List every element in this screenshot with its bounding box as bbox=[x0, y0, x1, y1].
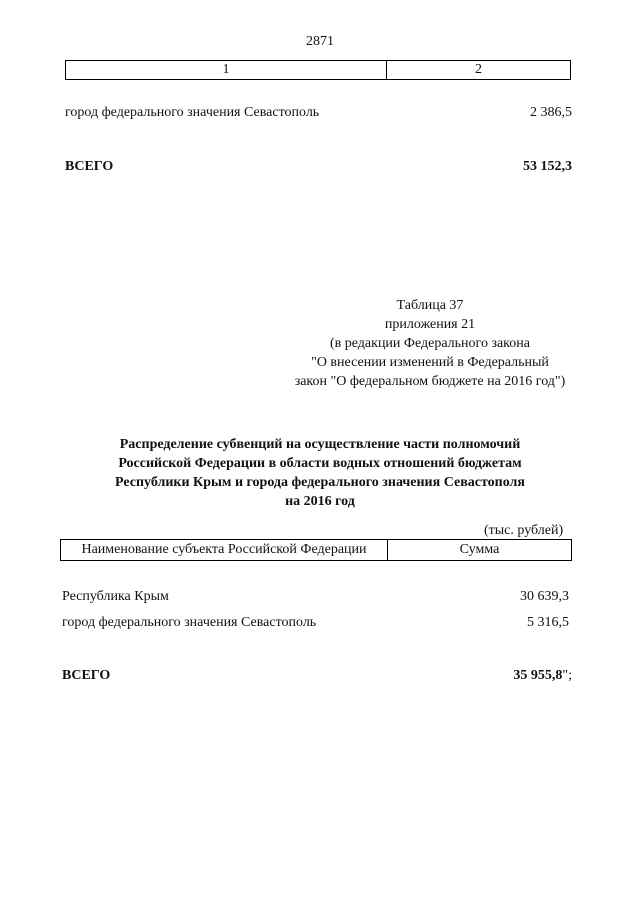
header-amount: Сумма bbox=[459, 542, 500, 557]
row-name: город федерального значения Севастополь bbox=[65, 105, 320, 120]
total-value: 53 152,3 bbox=[523, 159, 572, 174]
heading-line: Распределение субвенций на осуществление части полномочий bbox=[119, 437, 521, 452]
caption-line: закон "О федеральном бюджете на 2016 год") bbox=[294, 374, 566, 389]
table-header bbox=[60, 539, 572, 561]
heading-line: Республики Крым и города федерального значения Севастополя bbox=[115, 475, 525, 490]
column-number-header bbox=[65, 60, 571, 80]
caption-line: приложения 21 bbox=[384, 317, 476, 332]
heading-line: Российской Федерации в области водных отношений бюджетам bbox=[118, 456, 522, 471]
units-label: (тыс. рублей) bbox=[484, 523, 564, 538]
table-total-suffix: "; bbox=[562, 668, 572, 683]
table-row-value: 30 639,3 bbox=[520, 589, 569, 604]
column-number-1: 1 bbox=[66, 61, 387, 79]
caption-line: "О внесении изменений в Федеральный bbox=[311, 355, 549, 370]
heading-line: на 2016 год bbox=[285, 494, 355, 509]
row-value: 2 386,5 bbox=[530, 105, 572, 120]
total-label: ВСЕГО bbox=[65, 159, 114, 174]
table-row-name: город федерального значения Севастополь bbox=[62, 615, 317, 630]
caption-line: Таблица 37 bbox=[396, 298, 464, 313]
column-number-2: 2 bbox=[475, 62, 482, 77]
section-heading bbox=[60, 435, 580, 511]
table-row-value: 5 316,5 bbox=[527, 615, 569, 630]
table-row-name: Республика Крым bbox=[62, 589, 169, 604]
page-number: 2871 bbox=[306, 34, 334, 49]
table-caption bbox=[290, 296, 570, 391]
table-total-value: 35 955,8 bbox=[513, 668, 563, 683]
table-total bbox=[513, 668, 572, 684]
caption-line: (в редакции Федерального закона bbox=[330, 336, 530, 351]
header-name: Наименование субъекта Российской Федерации bbox=[61, 540, 388, 560]
table-total-label: ВСЕГО bbox=[62, 668, 111, 683]
